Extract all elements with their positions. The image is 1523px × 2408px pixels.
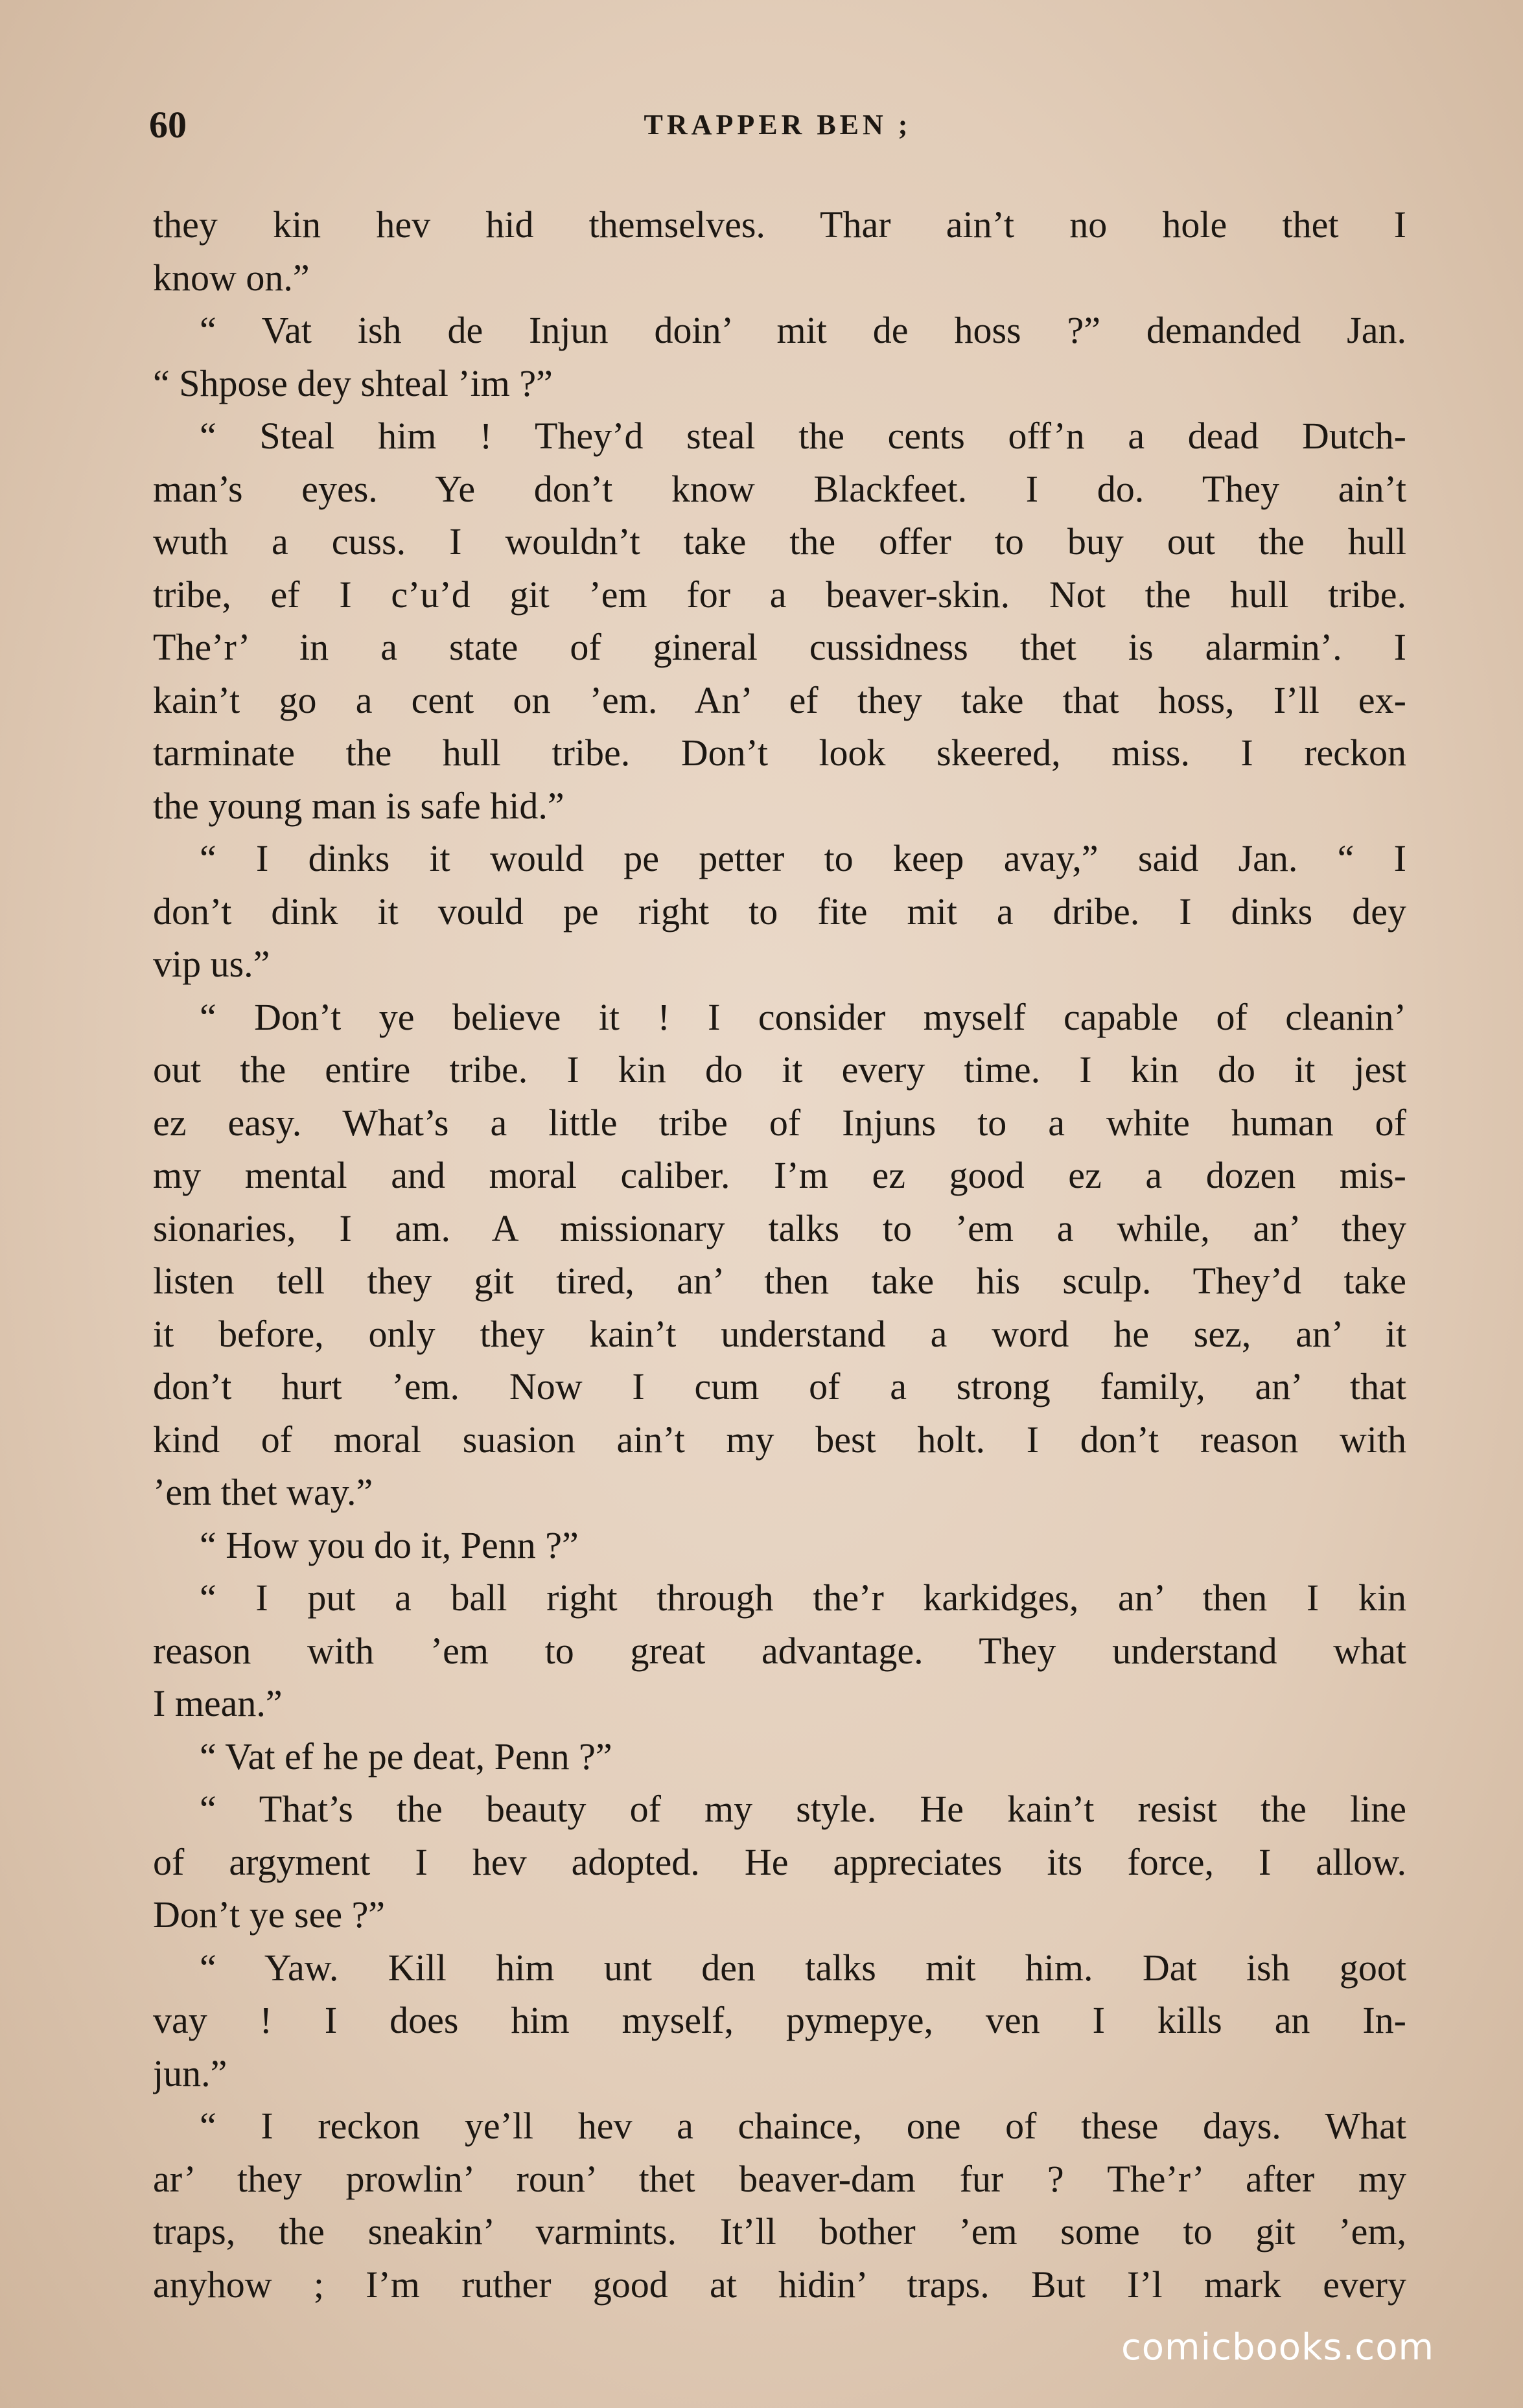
text-line: ar’ they prowlin’ roun’ thet beaver-dam fur ? The’r’ after my — [153, 2157, 1406, 2200]
text-line: “ That’s the beauty of my style. He kain’t resist the line — [200, 1788, 1406, 1830]
text-line: “ Yaw. Kill him unt den talks mit him. Dat ish goot — [200, 1946, 1406, 1989]
text-line: my mental and moral caliber. I’m ez good ez a dozen mis- — [153, 1154, 1406, 1196]
text-line: out the entire tribe. I kin do it every time. I kin do it jest — [153, 1048, 1406, 1091]
text-line: it before, only they kain’t understand a word he sez, an’ it — [153, 1312, 1406, 1355]
text-line: “ I reckon ye’ll hev a chaince, one of these days. What — [200, 2105, 1406, 2147]
text-line: don’t dink it vould pe right to fite mit a dribe. I dinks dey — [153, 890, 1406, 932]
text-line: they kin hev hid themselves. Thar ain’t no hole thet I — [153, 203, 1406, 246]
text-line: “ Steal him ! They’d steal the cents off’n a dead Dutch- — [200, 415, 1406, 457]
text-line: ’em thet way.” — [153, 1471, 373, 1513]
text-line: don’t hurt ’em. Now I cum of a strong family, an’ that — [153, 1365, 1406, 1407]
text-line: wuth a cuss. I wouldn’t take the offer to buy out the hull — [153, 520, 1406, 562]
page-number: 60 — [149, 104, 187, 146]
text-line: “ Shpose dey shteal ’im ?” — [153, 362, 553, 404]
text-line: man’s eyes. Ye don’t know Blackfeet. I do. They ain’t — [153, 467, 1406, 510]
text-line: of argyment I hev adopted. He appreciates its force, I allow. — [153, 1840, 1406, 1883]
text-line: sionaries, I am. A missionary talks to ’em a while, an’ they — [153, 1207, 1406, 1249]
text-line: kind of moral suasion ain’t my best holt. I don’t reason with — [153, 1418, 1406, 1461]
text-line: listen tell they git tired, an’ then take his sculp. They’d take — [153, 1260, 1406, 1302]
text-line: know on.” — [153, 256, 310, 299]
text-line: “ I dinks it would pe petter to keep avay,” said Jan. “ I — [200, 837, 1406, 879]
text-line: reason with ’em to great advantage. They understand what — [153, 1629, 1406, 1672]
text-line: tarminate the hull tribe. Don’t look skeered, miss. I reckon — [153, 732, 1406, 774]
text-line: the young man is safe hid.” — [153, 784, 564, 827]
text-line: “ How you do it, Penn ?” — [200, 1523, 579, 1566]
text-line: tribe, ef I c’u’d git ’em for a beaver-skin. Not the hull tribe. — [153, 573, 1406, 616]
text-line: “ Don’t ye believe it ! I consider myself capable of cleanin’ — [200, 995, 1406, 1038]
site-watermark: comicbooks.com — [1121, 2326, 1435, 2368]
text-line: “ Vat ish de Injun doin’ mit de hoss ?” demanded Jan. — [200, 309, 1406, 351]
text-line: The’r’ in a state of gineral cussidness thet is alarmin’. I — [153, 626, 1406, 668]
text-line: traps, the sneakin’ varmints. It’ll bother ’em some to git ’em, — [153, 2210, 1406, 2252]
page-header — [149, 96, 1406, 154]
text-line: vay ! I does him myself, pymepye, ven I kills an In- — [153, 1999, 1406, 2041]
text-line: ez easy. What’s a little tribe of Injuns to a white human of — [153, 1101, 1406, 1144]
text-line: kain’t go a cent on ’em. An’ ef they take that hoss, I’ll ex- — [153, 678, 1406, 721]
body-text — [153, 198, 1406, 2311]
text-line: vip us.” — [153, 943, 270, 985]
running-head: TRAPPER BEN ; — [644, 109, 912, 141]
text-line: anyhow ; I’m ruther good at hidin’ traps. But I’l mark every — [153, 2263, 1406, 2306]
text-line: “ Vat ef he pe deat, Penn ?” — [200, 1735, 612, 1777]
text-line: I mean.” — [153, 1682, 283, 1724]
text-line: Don’t ye see ?” — [153, 1893, 386, 1936]
text-line: “ I put a ball right through the’r karkidges, an’ then I kin — [200, 1577, 1406, 1619]
text-line: jun.” — [153, 2052, 227, 2094]
